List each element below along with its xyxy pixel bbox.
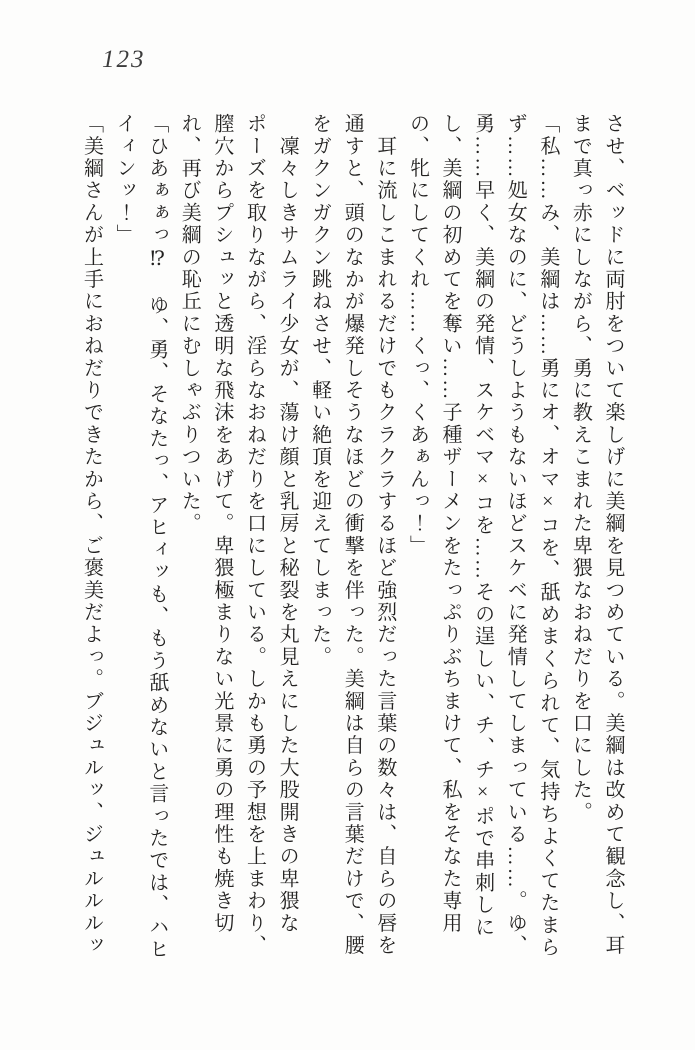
text-block: [73, 113, 629, 963]
page-number: 123: [102, 46, 146, 73]
paragraph: 「ひあぁぁっ⁉ ゆ、勇、そなたっ、アヒィッも、もう舐めないと言ったでは、ハヒイィンッ！」: [113, 113, 168, 961]
paragraph: 「美綱さんが上手におねだりできたから、ご褒美だよっ。ブジュルッ、ジュルルルッ: [80, 113, 103, 957]
paragraph: 「私……み、美綱は……勇にオ、オマ×コを、舐めまくられて、気持ちよくてたまらず……処女なのに、どうしようもないほどスケベに発情してしまっている……。ゆ、勇……早く、美綱の発情、スケベマ×コを……その逞しい、チ、チ×ポで串刺しにし、美綱の初めてを奪い……子種ザーメンをたっぷりぶちまけて、私をそなた専用の、牝にしてくれ……くっ、くあぁんっ！」: [406, 113, 559, 959]
paragraph: 凜々しきサムライ少女が、蕩け顔と乳房と秘裂を丸見えにした大股開きの卑猥なポーズを取りながら、淫らなおねだりを口にしている。しかも勇の予想を上まわり、膣穴からプシュッと透明な飛沫をあげて。卑猥極まりない光景に勇の理性も焼き切れ、再び美綱の恥丘にむしゃぶりついた。: [178, 113, 299, 957]
paragraph: させ、ベッドに両肘をついて楽しげに美綱を見つめている。美綱は改めて観念し、耳まで真っ赤にしながら、勇に教えこまれた卑猥なおねだりを口にした。: [569, 113, 624, 957]
paragraph: 耳に流しこまれるだけでもクラクラするほど強烈だった言葉の数々は、自らの唇を通すと、頭のなかが爆発しそうなほどの衝撃を伴った。美綱は自らの言葉だけで、腰をガクンガクン跳ねさせ、軽い絶頂を迎えてしまった。: [308, 113, 396, 957]
